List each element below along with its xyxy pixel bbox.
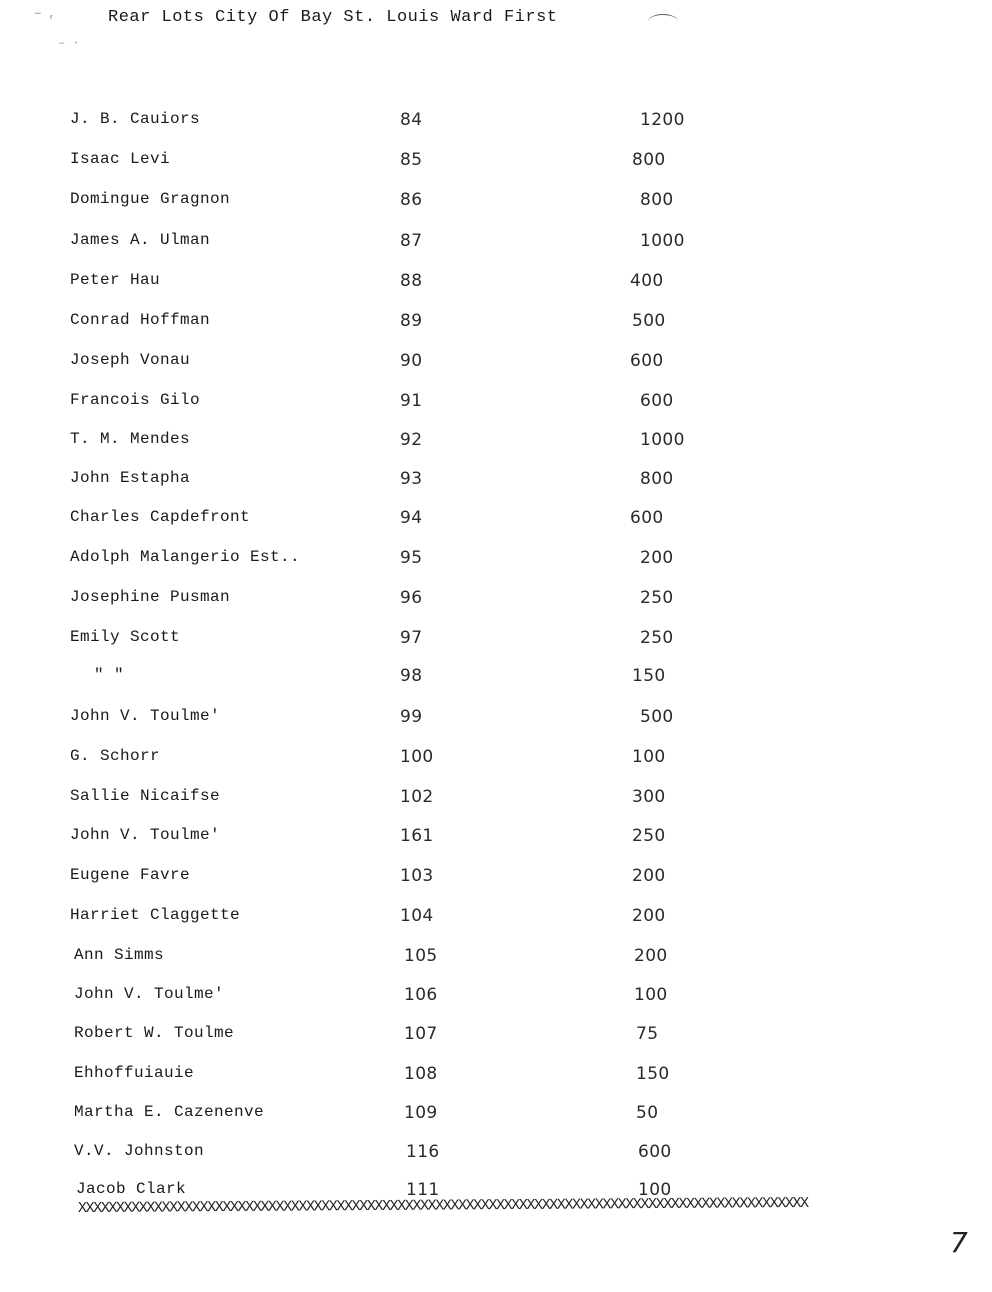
ledger-row xyxy=(0,1024,992,1048)
owner-name: Conrad Hoffman xyxy=(70,311,211,329)
assessed-value: 100 xyxy=(634,985,668,1005)
ledger-row xyxy=(0,351,992,375)
ledger-row xyxy=(0,946,992,970)
lot-number: 108 xyxy=(404,1064,438,1084)
lot-number: 100 xyxy=(400,747,434,767)
owner-name: Martha E. Cazenenve xyxy=(74,1103,265,1121)
owner-name: James A. Ulman xyxy=(70,231,211,249)
assessed-value: 600 xyxy=(630,351,664,371)
page-title: Rear Lots City Of Bay St. Louis Ward First xyxy=(108,8,558,27)
ledger-row xyxy=(0,588,992,612)
lot-number: 97 xyxy=(400,628,423,648)
ledger-row xyxy=(0,1142,992,1166)
assessed-value: 150 xyxy=(636,1064,670,1084)
owner-name: Emily Scott xyxy=(70,628,181,646)
assessed-value: 400 xyxy=(630,271,664,291)
lot-number: 94 xyxy=(400,508,423,528)
lot-number: 106 xyxy=(404,985,438,1005)
owner-name: John V. Toulme' xyxy=(70,707,221,725)
assessed-value: 100 xyxy=(638,1180,672,1200)
curve-pen-mark xyxy=(648,14,678,29)
typed-x-divider: XXXXXXXXXXXXXXXXXXXXXXXXXXXXXXXXXXXXXXXXXXXXXXXXXXXXXXXXXXXXXXXXXXXXXXXXXXXXXXXXXXXXXXXXXXXXXXXX xyxy=(77,1194,808,1217)
ledger-row xyxy=(0,666,992,690)
ledger-row xyxy=(0,707,992,731)
ledger-row xyxy=(0,508,992,532)
owner-name: Jacob Clark xyxy=(76,1180,187,1198)
ledger-row xyxy=(0,469,992,493)
owner-name: John V. Toulme' xyxy=(70,826,221,844)
owner-name: Domingue Gragnon xyxy=(70,190,231,208)
assessed-value: 50 xyxy=(636,1103,659,1123)
lot-number: 104 xyxy=(400,906,434,926)
owner-name: Ann Simms xyxy=(74,946,165,964)
lot-number: 98 xyxy=(400,666,423,686)
owner-name: Francois Gilo xyxy=(70,391,201,409)
owner-name: T. M. Mendes xyxy=(70,430,191,448)
assessed-value: 1000 xyxy=(640,231,685,251)
ledger-row xyxy=(0,271,992,295)
assessed-value: 300 xyxy=(632,787,666,807)
owner-name: Ehhoffuiauie xyxy=(74,1064,195,1082)
lot-number: 92 xyxy=(400,430,423,450)
assessed-value: 150 xyxy=(632,666,666,686)
owner-name: Robert W. Toulme xyxy=(74,1024,235,1042)
owner-name: Josephine Pusman xyxy=(70,588,231,606)
owner-name: Adolph Malangerio Est.. xyxy=(70,548,301,566)
assessed-value: 600 xyxy=(638,1142,672,1162)
ledger-row xyxy=(0,231,992,255)
lot-number: 89 xyxy=(400,311,423,331)
ledger-row xyxy=(0,866,992,890)
assessed-value: 200 xyxy=(632,906,666,926)
owner-name: G. Schorr xyxy=(70,747,161,765)
ledger-row xyxy=(0,787,992,811)
margin-smudge-mark: ∼ , xyxy=(34,7,56,21)
assessed-value: 250 xyxy=(640,628,674,648)
ledger-row xyxy=(0,747,992,771)
assessed-value: 200 xyxy=(632,866,666,886)
lot-number: 103 xyxy=(400,866,434,886)
assessed-value: 500 xyxy=(640,707,674,727)
assessed-value: 75 xyxy=(636,1024,659,1044)
assessed-value: 800 xyxy=(640,469,674,489)
lot-number: 111 xyxy=(406,1180,440,1200)
owner-name: " " xyxy=(94,666,125,684)
ledger-row xyxy=(0,826,992,850)
assessed-value: 600 xyxy=(630,508,664,528)
lot-number: 105 xyxy=(404,946,438,966)
owner-name: John V. Toulme' xyxy=(74,985,225,1003)
lot-number: 87 xyxy=(400,231,423,251)
margin-smudge-mark: – · xyxy=(58,36,80,50)
owner-name: Isaac Levi xyxy=(70,150,171,168)
lot-number: 88 xyxy=(400,271,423,291)
lot-number: 116 xyxy=(406,1142,440,1162)
ledger-row xyxy=(0,906,992,930)
owner-name: Peter Hau xyxy=(70,271,161,289)
lot-number: 96 xyxy=(400,588,423,608)
assessed-value: 200 xyxy=(640,548,674,568)
assessed-value: 800 xyxy=(640,190,674,210)
owner-name: John Estapha xyxy=(70,469,191,487)
ledger-row xyxy=(0,985,992,1009)
owner-name: V.V. Johnston xyxy=(74,1142,205,1160)
owner-name: Joseph Vonau xyxy=(70,351,191,369)
assessed-value: 800 xyxy=(632,150,666,170)
assessed-value: 500 xyxy=(632,311,666,331)
owner-name: J. B. Cauiors xyxy=(70,110,201,128)
ledger-row xyxy=(0,1064,992,1088)
lot-number: 93 xyxy=(400,469,423,489)
ledger-row xyxy=(0,430,992,454)
assessed-value: 1000 xyxy=(640,430,685,450)
owner-name: Eugene Favre xyxy=(70,866,191,884)
lot-number: 91 xyxy=(400,391,423,411)
assessed-value: 100 xyxy=(632,747,666,767)
owner-name: Charles Capdefront xyxy=(70,508,251,526)
ledger-row xyxy=(0,548,992,572)
lot-number: 86 xyxy=(400,190,423,210)
ledger-row xyxy=(0,1103,992,1127)
lot-number: 85 xyxy=(400,150,423,170)
assessed-value: 600 xyxy=(640,391,674,411)
lot-number: 99 xyxy=(400,707,423,727)
assessed-value: 250 xyxy=(640,588,674,608)
ledger-row xyxy=(0,311,992,335)
lot-number: 109 xyxy=(404,1103,438,1123)
assessed-value: 1200 xyxy=(640,110,685,130)
ledger-row xyxy=(0,391,992,415)
assessed-value: 200 xyxy=(634,946,668,966)
ledger-row xyxy=(0,190,992,214)
ledger-row xyxy=(0,150,992,174)
assessed-value: 250 xyxy=(632,826,666,846)
lot-number: 161 xyxy=(400,826,434,846)
owner-name: Harriet Claggette xyxy=(70,906,241,924)
ledger-row xyxy=(0,110,992,134)
ledger-row xyxy=(0,628,992,652)
page-number: 7 xyxy=(950,1226,968,1259)
lot-number: 90 xyxy=(400,351,423,371)
lot-number: 102 xyxy=(400,787,434,807)
lot-number: 95 xyxy=(400,548,423,568)
owner-name: Sallie Nicaifse xyxy=(70,787,221,805)
lot-number: 84 xyxy=(400,110,423,130)
lot-number: 107 xyxy=(404,1024,438,1044)
